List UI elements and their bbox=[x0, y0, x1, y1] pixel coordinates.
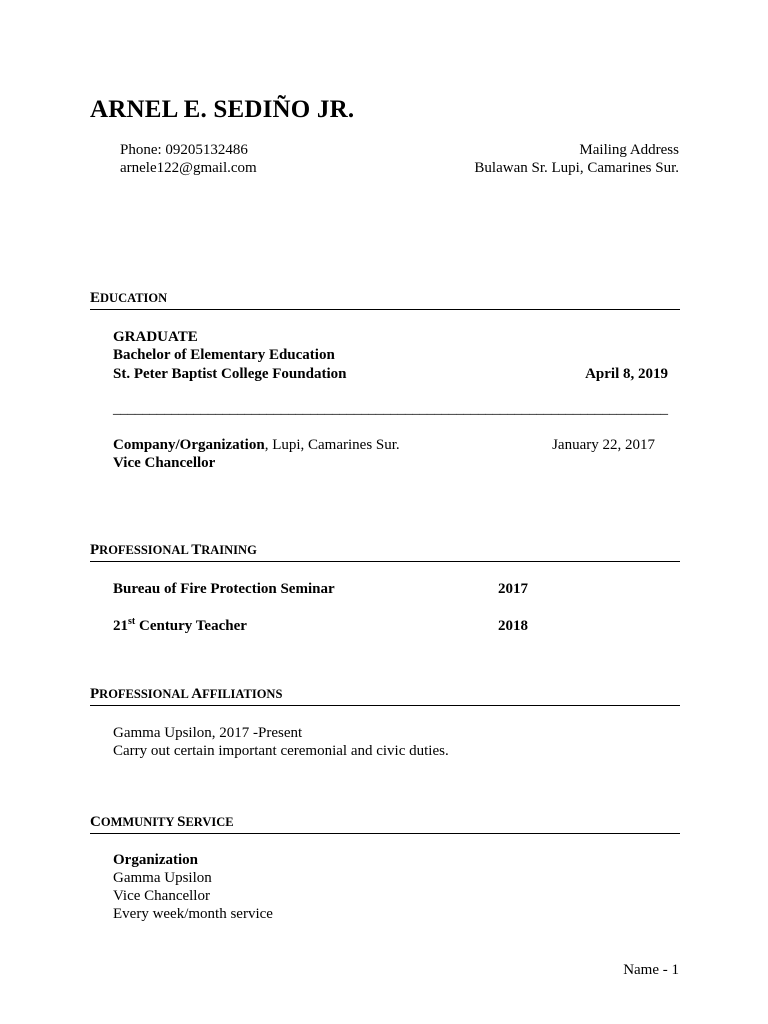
community-divider bbox=[90, 833, 680, 834]
affiliations-heading: PROFESSIONAL AFFILIATIONS bbox=[90, 686, 283, 702]
organization-role: Vice Chancellor bbox=[113, 455, 216, 471]
training-item-title: 21st Century Teacher bbox=[113, 616, 247, 634]
training-heading: PROFESSIONAL TRAINING bbox=[90, 542, 257, 558]
education-school: St. Peter Baptist College Foundation bbox=[113, 366, 347, 382]
phone-number: Phone: 09205132486 bbox=[120, 142, 248, 158]
organization-name: Company/Organization bbox=[113, 437, 265, 453]
community-frequency: Every week/month service bbox=[113, 906, 273, 922]
resume-name: ARNEL E. SEDIÑO JR. bbox=[90, 96, 355, 123]
affiliation-entry: Gamma Upsilon, 2017 -Present bbox=[113, 725, 303, 741]
training-divider bbox=[90, 561, 680, 562]
education-heading: EDUCATION bbox=[90, 290, 168, 306]
community-role: Vice Chancellor bbox=[113, 888, 210, 904]
community-org-label: Organization bbox=[113, 852, 198, 868]
mailing-address: Bulawan Sr. Lupi, Camarines Sur. bbox=[474, 160, 679, 176]
training-item-year: 2017 bbox=[498, 581, 528, 597]
separator-line: ____________________________________________________________________________ bbox=[113, 401, 668, 417]
organization-location: , Lupi, Camarines Sur. bbox=[264, 437, 400, 453]
training-item-title: Bureau of Fire Protection Seminar bbox=[113, 581, 335, 597]
community-heading: COMMUNITY SERVICE bbox=[90, 814, 234, 830]
mailing-address-label: Mailing Address bbox=[579, 142, 679, 158]
community-org: Gamma Upsilon bbox=[113, 870, 212, 886]
education-degree: Bachelor of Elementary Education bbox=[113, 347, 335, 363]
affiliation-description: Carry out certain important ceremonial and civic duties. bbox=[113, 743, 449, 759]
organization-entry bbox=[113, 436, 400, 454]
page-footer: Name - 1 bbox=[623, 962, 679, 978]
email-address: arnele122@gmail.com bbox=[120, 160, 257, 176]
education-divider bbox=[90, 309, 680, 310]
organization-date: January 22, 2017 bbox=[552, 437, 655, 453]
education-level: GRADUATE bbox=[113, 329, 198, 345]
affiliations-divider bbox=[90, 705, 680, 706]
training-item-year: 2018 bbox=[498, 618, 528, 634]
education-date: April 8, 2019 bbox=[585, 366, 668, 382]
